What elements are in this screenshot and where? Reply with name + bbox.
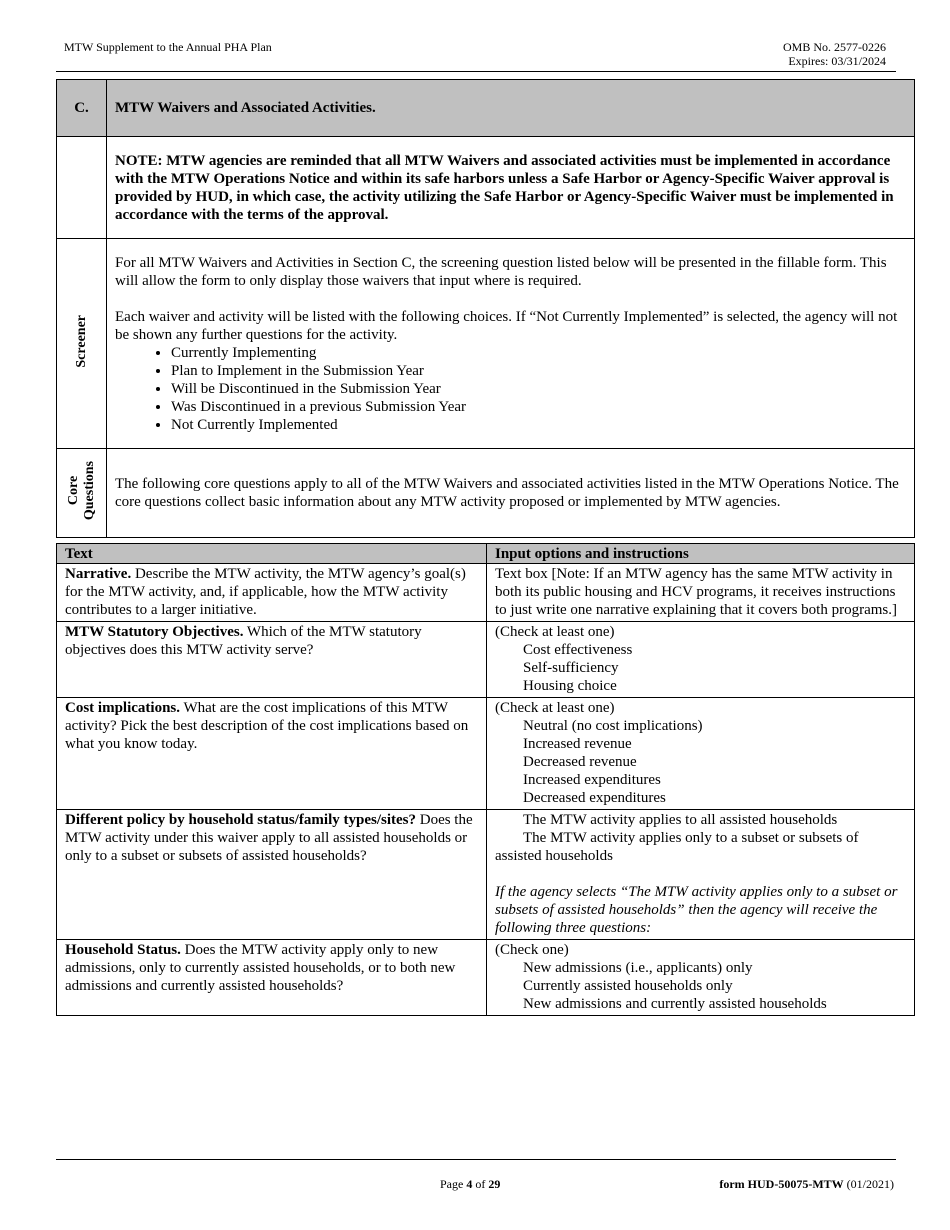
option-list (495, 959, 906, 1013)
checkbox-option[interactable]: Decreased expenditures (523, 790, 666, 806)
input-lead: (Check at least one) (495, 624, 615, 640)
section-c-table (56, 79, 915, 538)
radio-option[interactable]: Currently assisted households only (523, 978, 733, 994)
page-of: of (472, 1177, 489, 1191)
question-title: Different policy by household status/family types/sites? (65, 812, 416, 828)
screener-label: Screener (73, 314, 89, 368)
screener-paragraph-1: For all MTW Waivers and Activities in Section C, the screening question listed below will be presented in the fillable form. This will allow the form to only display those waivers that input where is required. (115, 255, 887, 289)
omb-number: OMB No. 2577-0226 (782, 40, 886, 54)
form-id: form HUD-50075-MTW (719, 1177, 844, 1191)
core-label-line1: Core (65, 475, 81, 506)
input-instructions: Text box [Note: If an MTW agency has the same MTW activity in both its public housing and HCV programs, it receives instructions to just write one narrative explaining that it covers both programs.] (487, 564, 915, 622)
screener-choice: • Plan to Implement in the Submission Year (171, 362, 906, 380)
column-header-text: Text (57, 544, 487, 564)
checkbox-option[interactable]: Self-sufficiency (523, 660, 619, 676)
screener-choice: • Not Currently Implemented (171, 416, 906, 434)
question-body: Which of the MTW statutory objectives does this MTW activity serve? (65, 624, 422, 658)
core-questions-text: The following core questions apply to all of the MTW Waivers and associated activities listed in the MTW Operations Notice. The core questions collect basic information about any MTW activity proposed or implemented by MTW agencies. (107, 449, 915, 538)
core-questions-row (57, 449, 915, 538)
table-row (57, 564, 915, 622)
section-title: MTW Waivers and Associated Activities. (107, 80, 915, 137)
question-title: MTW Statutory Objectives. (65, 624, 244, 640)
section-note: NOTE: MTW agencies are reminded that all MTW Waivers and associated activities must be implemented in accordance with the MTW Operations Notice and within its safe harbors unless a Safe Harbor or Agency-Specific Waiver approval is provided by HUD, in which case, the activity utilizing the Safe Harbor or Agency-Specific Waiver must be implemented in accordance with the terms of the approval. (107, 137, 915, 239)
radio-option[interactable]: The MTW activity applies to all assisted households (523, 812, 838, 828)
screener-choice: • Was Discontinued in a previous Submission Year (171, 398, 906, 416)
header-omb-block (783, 40, 886, 68)
page-number (440, 1177, 500, 1192)
question-text (57, 622, 487, 698)
input-lead: (Check one) (495, 942, 569, 958)
total-pages: 29 (488, 1177, 501, 1191)
checkbox-option[interactable]: Decreased revenue (523, 754, 637, 770)
screener-choices-list (115, 344, 906, 434)
header-divider (56, 71, 896, 72)
form-identifier (719, 1177, 894, 1192)
screener-choice: • Will be Discontinued in the Submission Year (171, 380, 906, 398)
question-body: Does the MTW activity apply only to new admissions, only to currently assisted households, or to both new admissions and currently assisted households? (65, 942, 456, 994)
input-instructions (487, 810, 915, 940)
table-row (57, 622, 915, 698)
checkbox-option[interactable]: Cost effectiveness (523, 642, 633, 658)
question-text (57, 940, 487, 1016)
page-prefix: Page (440, 1177, 467, 1191)
screener-row (57, 239, 915, 449)
section-letter: C. (57, 80, 107, 137)
core-questions-label-cell (57, 449, 107, 538)
input-lead: (Check at least one) (495, 700, 615, 716)
core-questions-label (66, 461, 98, 520)
input-instructions (487, 698, 915, 810)
screener-paragraph-2: Each waiver and activity will be listed with the following choices. If “Not Currently Implemented” is selected, the agency will not be shown any further questions for the activity. (115, 309, 898, 343)
option-list (495, 717, 906, 807)
question-text (57, 810, 487, 940)
conditional-note: If the agency selects “The MTW activity applies only to a subset or subsets of assisted households” then the agency will receive the following three questions: (495, 884, 898, 936)
section-header-row (57, 80, 915, 137)
screener-choice: • Currently Implementing (171, 344, 906, 362)
question-text (57, 564, 487, 622)
core-questions-table (56, 543, 915, 1016)
question-body: Does the MTW activity under this waiver apply to all assisted households or only to a subset or subsets of assisted households? (65, 812, 473, 864)
question-title: Cost implications. (65, 700, 181, 716)
footer-divider (56, 1159, 896, 1160)
screener-label-cell (57, 239, 107, 449)
question-body: What are the cost implications of this MTW activity? Pick the best description of the cost implications based on what you know today. (65, 700, 469, 752)
radio-option[interactable]: New admissions (i.e., applicants) only (523, 960, 753, 976)
option-list (495, 641, 906, 695)
question-title: Narrative. (65, 566, 132, 582)
core-label-line2: Questions (81, 460, 97, 521)
form-date: (01/2021) (843, 1177, 894, 1191)
screener-content (107, 239, 915, 449)
checkbox-option[interactable]: Increased revenue (523, 736, 632, 752)
checkbox-option[interactable]: Neutral (no cost implications) (523, 718, 703, 734)
note-label-cell (57, 137, 107, 239)
radio-option[interactable]: New admissions and currently assisted households (523, 996, 827, 1012)
current-page: 4 (466, 1177, 473, 1191)
expiration-date: Expires: 03/31/2024 (788, 54, 886, 68)
question-title: Household Status. (65, 942, 181, 958)
question-body: Describe the MTW activity, the MTW agency’s goal(s) for the MTW activity, and, if applicable, how the MTW activity contributes to a larger initiative. (65, 566, 466, 618)
note-row (57, 137, 915, 239)
input-instructions (487, 940, 915, 1016)
checkbox-option[interactable]: Increased expenditures (523, 772, 661, 788)
input-instructions (487, 622, 915, 698)
question-text (57, 698, 487, 810)
table-row (57, 698, 915, 810)
checkbox-option[interactable]: Housing choice (523, 678, 617, 694)
radio-option[interactable]: The MTW activity applies only to a subset or subsets of assisted households (495, 830, 859, 864)
header-title: MTW Supplement to the Annual PHA Plan (64, 40, 272, 54)
table-header-row (57, 544, 915, 564)
table-row (57, 940, 915, 1016)
table-row (57, 810, 915, 940)
column-header-input: Input options and instructions (487, 544, 915, 564)
